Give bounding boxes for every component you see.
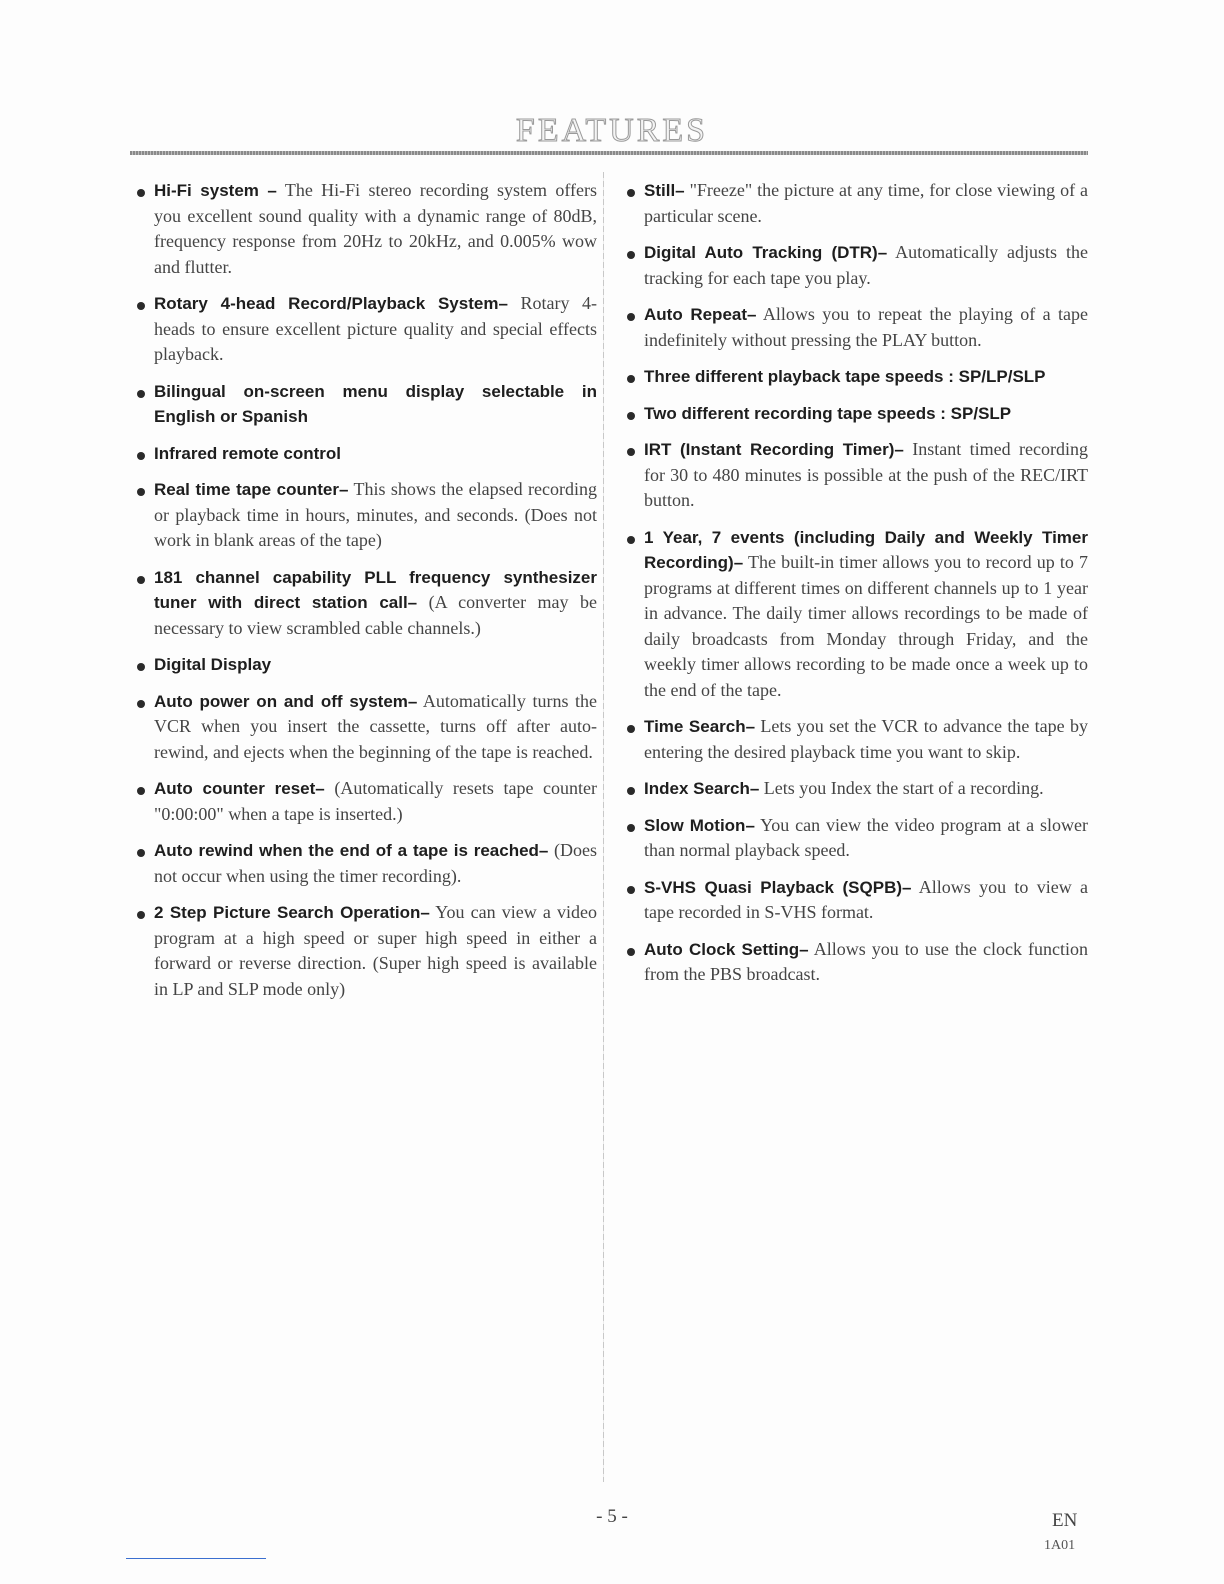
feature-term: Two different recording tape speeds : SP/SLP	[644, 403, 1012, 423]
feature-item	[132, 689, 597, 766]
feature-item	[622, 525, 1088, 704]
feature-description: The built-in timer allows you to record up to 7 programs at different times on different channels up to 1 year in advance. The daily timer allows recordings to be made of daily broadcasts from Monday through Friday, and the weekly timer allows recording to be made once a week up to the end of the tape.	[644, 552, 1088, 700]
bullet-icon	[137, 787, 145, 795]
feature-term: Real time tape counter–	[154, 480, 349, 499]
feature-term: Digital Auto Tracking (DTR)–	[644, 243, 888, 262]
feature-item	[622, 240, 1088, 291]
feature-term: Auto counter reset–	[154, 779, 325, 798]
language-code: EN	[1052, 1510, 1078, 1531]
bottom-rule	[126, 1558, 266, 1559]
bullet-icon	[137, 189, 145, 197]
feature-description: Lets you set the VCR to advance the tape by entering the desired playback time you want to skip.	[644, 716, 1088, 762]
feature-term: Auto power on and off system–	[154, 691, 418, 711]
bullet-icon	[137, 390, 145, 398]
feature-term: Still–	[644, 181, 685, 200]
feature-term: 2 Step Picture Search Operation–	[154, 903, 430, 922]
document-code: 1A01	[1044, 1538, 1076, 1553]
bullet-icon	[627, 787, 635, 795]
bullet-icon	[627, 251, 635, 259]
feature-term: IRT (Instant Recording Timer)–	[644, 440, 904, 459]
column-divider	[603, 172, 604, 1482]
bullet-icon	[627, 948, 635, 956]
feature-description: Allows you to repeat the playing of a tape indefinitely without pressing the PLAY button.	[644, 304, 1089, 350]
feature-item	[132, 565, 597, 642]
feature-description: This shows the elapsed recording or playback time in hours, minutes, and seconds. (Does not work in blank areas of the tape)	[154, 479, 598, 550]
bullet-icon	[627, 824, 635, 832]
feature-description: You can view the video program at a slower than normal playback speed.	[644, 814, 1088, 860]
features-list-left	[132, 178, 597, 1013]
title-rule	[130, 151, 1088, 155]
feature-item	[132, 900, 597, 1002]
bullet-icon	[137, 302, 145, 310]
feature-description: The Hi-Fi stereo recording system offers you excellent sound quality with a dynamic range of 80dB, frequency response from 20Hz to 20kHz, and 0.005% wow and flutter.	[154, 180, 598, 277]
feature-item	[132, 291, 597, 368]
feature-description: Rotary 4-heads to ensure excellent picture quality and special effects playback.	[154, 293, 598, 364]
bullet-icon	[627, 725, 635, 733]
feature-term: Bilingual on-screen menu display selectable in English or Spanish	[154, 381, 597, 426]
feature-description: "Freeze" the picture at any time, for close viewing of a particular scene.	[644, 180, 1088, 226]
feature-item	[622, 401, 1088, 427]
page-number: - 5 -	[596, 1506, 628, 1527]
feature-item	[132, 838, 597, 889]
feature-item	[132, 178, 597, 280]
feature-item	[132, 652, 597, 678]
bullet-icon	[627, 536, 635, 544]
feature-item	[132, 477, 597, 554]
feature-term: Three different playback tape speeds : SP/LP/SLP	[644, 367, 1046, 386]
bullet-icon	[137, 700, 145, 708]
bullet-icon	[627, 412, 635, 420]
bullet-icon	[627, 886, 635, 894]
feature-term: Auto Clock Setting–	[644, 939, 809, 959]
feature-description: Allows you to use the clock function from the PBS broadcast.	[644, 938, 1088, 984]
feature-item	[622, 437, 1088, 514]
feature-description: Instant timed recording for 30 to 480 minutes is possible at the push of the REC/IRT button.	[644, 439, 1088, 510]
feature-term: Time Search–	[644, 717, 756, 736]
feature-description: (Does not occur when using the timer recording).	[154, 840, 597, 886]
feature-item	[132, 776, 597, 827]
feature-term: Auto rewind when the end of a tape is reached–	[154, 841, 549, 860]
bullet-icon	[137, 576, 145, 584]
feature-description: (A converter may be necessary to view scrambled cable channels.)	[154, 592, 597, 638]
feature-item	[622, 364, 1088, 390]
feature-item	[622, 813, 1088, 864]
feature-item	[132, 441, 597, 467]
feature-item	[622, 937, 1088, 988]
feature-description: Lets you Index the start of a recording.	[759, 778, 1044, 798]
feature-description: You can view a video program at a high speed or super high speed in either a forward or reverse direction. (Super high speed is available in LP and SLP mode only)	[154, 902, 597, 999]
bullet-icon	[137, 849, 145, 857]
bullet-icon	[137, 663, 145, 671]
feature-item	[622, 302, 1088, 353]
feature-item	[622, 776, 1088, 802]
feature-description: Automatically adjusts the tracking for each tape you play.	[644, 242, 1088, 288]
bullet-icon	[137, 452, 145, 460]
feature-item	[622, 875, 1088, 926]
feature-description: Automatically turns the VCR when you insert the cassette, turns off after auto-rewind, and ejects when the beginning of the tape is reached.	[154, 690, 597, 762]
bullet-icon	[627, 375, 635, 383]
feature-term: Auto Repeat–	[644, 305, 757, 324]
feature-description: (Automatically resets tape counter "0:00:00" when a tape is inserted.)	[154, 778, 598, 824]
feature-item	[132, 379, 597, 430]
feature-term: Digital Display	[154, 655, 272, 674]
bullet-icon	[627, 313, 635, 321]
feature-term: 181 channel capability PLL frequency synthesizer tuner with direct station call–	[154, 567, 597, 612]
feature-item	[622, 178, 1088, 229]
feature-term: S-VHS Quasi Playback (SQPB)–	[644, 877, 912, 897]
feature-description: Allows you to view a tape recorded in S-VHS format.	[644, 876, 1088, 922]
bullet-icon	[627, 448, 635, 456]
feature-term: Hi-Fi system –	[154, 181, 277, 200]
bullet-icon	[137, 488, 145, 496]
feature-item	[622, 714, 1088, 765]
bullet-icon	[137, 911, 145, 919]
feature-term: Slow Motion–	[644, 815, 755, 835]
feature-term: Rotary 4-head Record/Playback System–	[154, 294, 508, 313]
feature-term: Index Search–	[644, 779, 760, 798]
feature-term: Infrared remote control	[154, 443, 342, 463]
bullet-icon	[627, 189, 635, 197]
page-title: FEATURES	[515, 112, 709, 149]
features-list-right	[622, 178, 1088, 999]
feature-term: 1 Year, 7 events (including Daily and Weekly Timer Recording)–	[644, 527, 1088, 572]
